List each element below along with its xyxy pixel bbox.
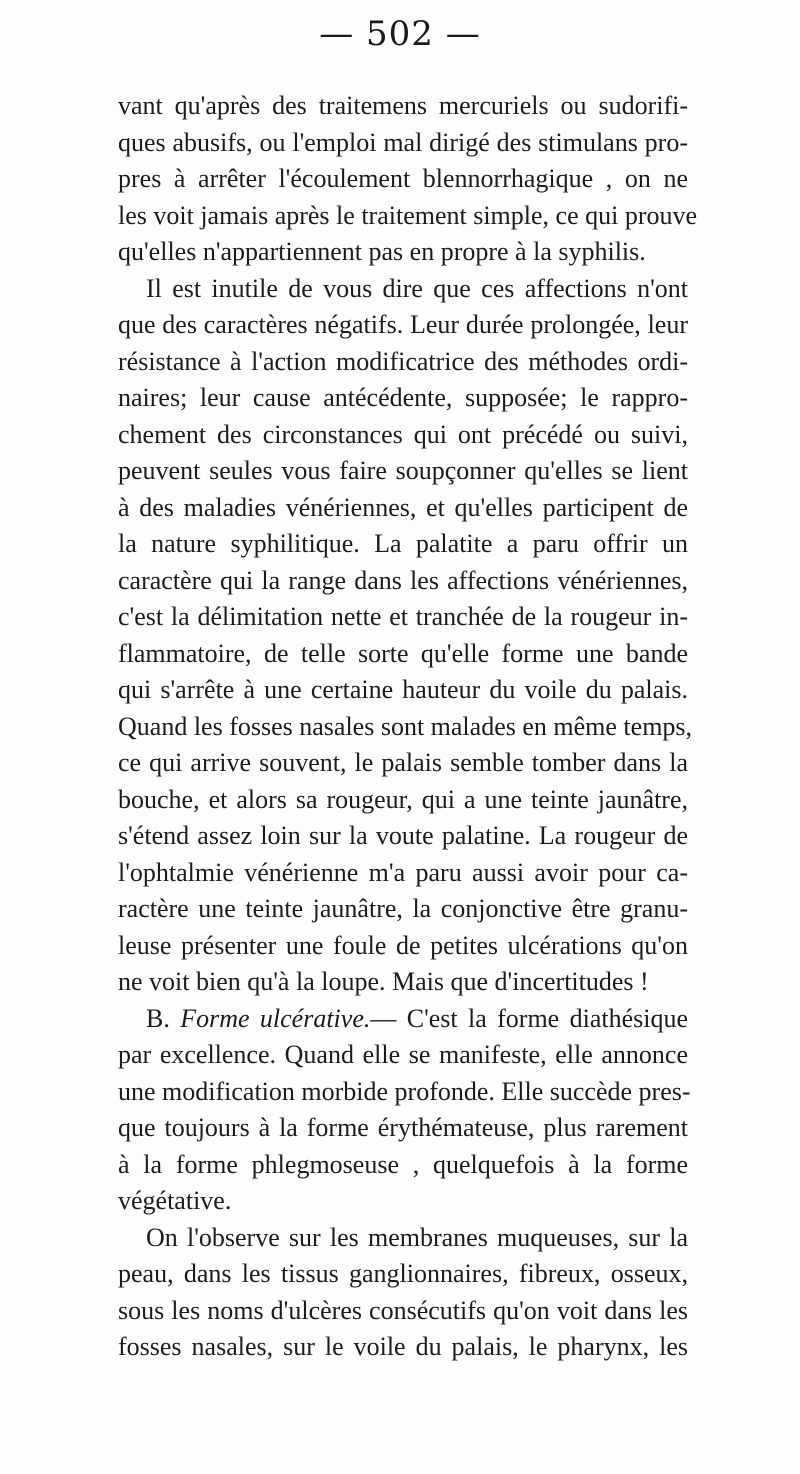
text-line: chement des circonstances qui ont précédé ou suivi, <box>118 419 688 449</box>
text-line: Il est inutile de vous dire que ces affections n'ont <box>146 273 688 303</box>
text-line: une modification morbide profonde. Elle succède pres- <box>118 1076 691 1106</box>
text-line: pres à arrêter l'écoulement blennorrhagique , on ne <box>118 164 688 193</box>
text-line: végétative. <box>118 1186 232 1215</box>
text-line: peuvent seules vous faire soupçonner qu'elles se lient <box>118 456 688 485</box>
text-line: résistance à l'action modificatrice des méthodes ordi- <box>118 346 688 376</box>
text-line: ne voit bien qu'à la loupe. Mais que d'incertitudes ! <box>118 967 649 996</box>
text-line: flammatoire, de telle sorte qu'elle forme une bande <box>118 638 688 668</box>
text-line: par excellence. Quand elle se manifeste, elle annonce <box>118 1040 688 1069</box>
section-letter: B. <box>146 1003 170 1033</box>
text-line: leuse présenter une foule de petites ulcérations qu'on <box>118 930 688 960</box>
text-line: Quand les fosses nasales sont malades en même temps, <box>118 711 693 741</box>
section-title: Forme ulcérative. <box>180 1003 371 1033</box>
text-line: On l'observe sur les membranes muqueuses, sur la <box>146 1222 688 1252</box>
text-line: peau, dans les tissus ganglionnaires, fibreux, osseux, <box>118 1259 688 1288</box>
text-line: qu'elles n'appartiennent pas en propre à la syphilis. <box>118 237 646 266</box>
page-number: — 502 — <box>319 14 481 54</box>
text-line: s'étend assez loin sur la voute palatine. La rougeur de <box>118 821 688 850</box>
text-line: à des maladies vénériennes, et qu'elles participent de <box>118 492 688 522</box>
text-line: naires; leur cause antécédente, supposée; le rappro- <box>118 383 688 412</box>
section-b-heading-line <box>118 1001 688 1038</box>
text-line: vant qu'après des traitemens mercuriels ou sudorifi- <box>118 91 688 120</box>
text-line: la nature syphilitique. La palatite a paru offrir un <box>118 529 688 558</box>
section-title-rest: — C'est la forme diathésique <box>370 1003 688 1033</box>
text-line: sous les noms d'ulcères consécutifs qu'on voit dans les <box>118 1295 688 1325</box>
text-line: qui s'arrête à une certaine hauteur du voile du palais. <box>118 675 688 704</box>
text-line: bouche, et alors sa rougeur, qui a une teinte jaunâtre, <box>118 784 688 814</box>
text-line: ractère une teinte jaunâtre, la conjonctive être granu- <box>118 894 688 923</box>
text-line: caractère qui la range dans les affections vénériennes, <box>118 565 688 595</box>
text-line: l'ophtalmie vénérienne m'a paru aussi avoir pour ca- <box>118 857 688 887</box>
text-line: ques abusifs, ou l'emploi mal dirigé des stimulans pro- <box>118 127 688 157</box>
text-line: à la forme phlegmoseuse , quelquefois à la forme <box>118 1149 688 1179</box>
text-line: que toujours à la forme érythémateuse, plus rarement <box>118 1113 688 1142</box>
body-text <box>118 88 698 1366</box>
text-line: ce qui arrive souvent, le palais semble tomber dans la <box>118 748 688 777</box>
text-line: les voit jamais après le traitement simple, ce qui prouve <box>118 200 698 230</box>
text-line: que des caractères négatifs. Leur durée prolongée, leur <box>118 310 688 339</box>
text-line: c'est la délimitation nette et tranchée de la rougeur in- <box>118 602 688 631</box>
text-line: fosses nasales, sur le voile du palais, le pharynx, les <box>118 1332 688 1361</box>
